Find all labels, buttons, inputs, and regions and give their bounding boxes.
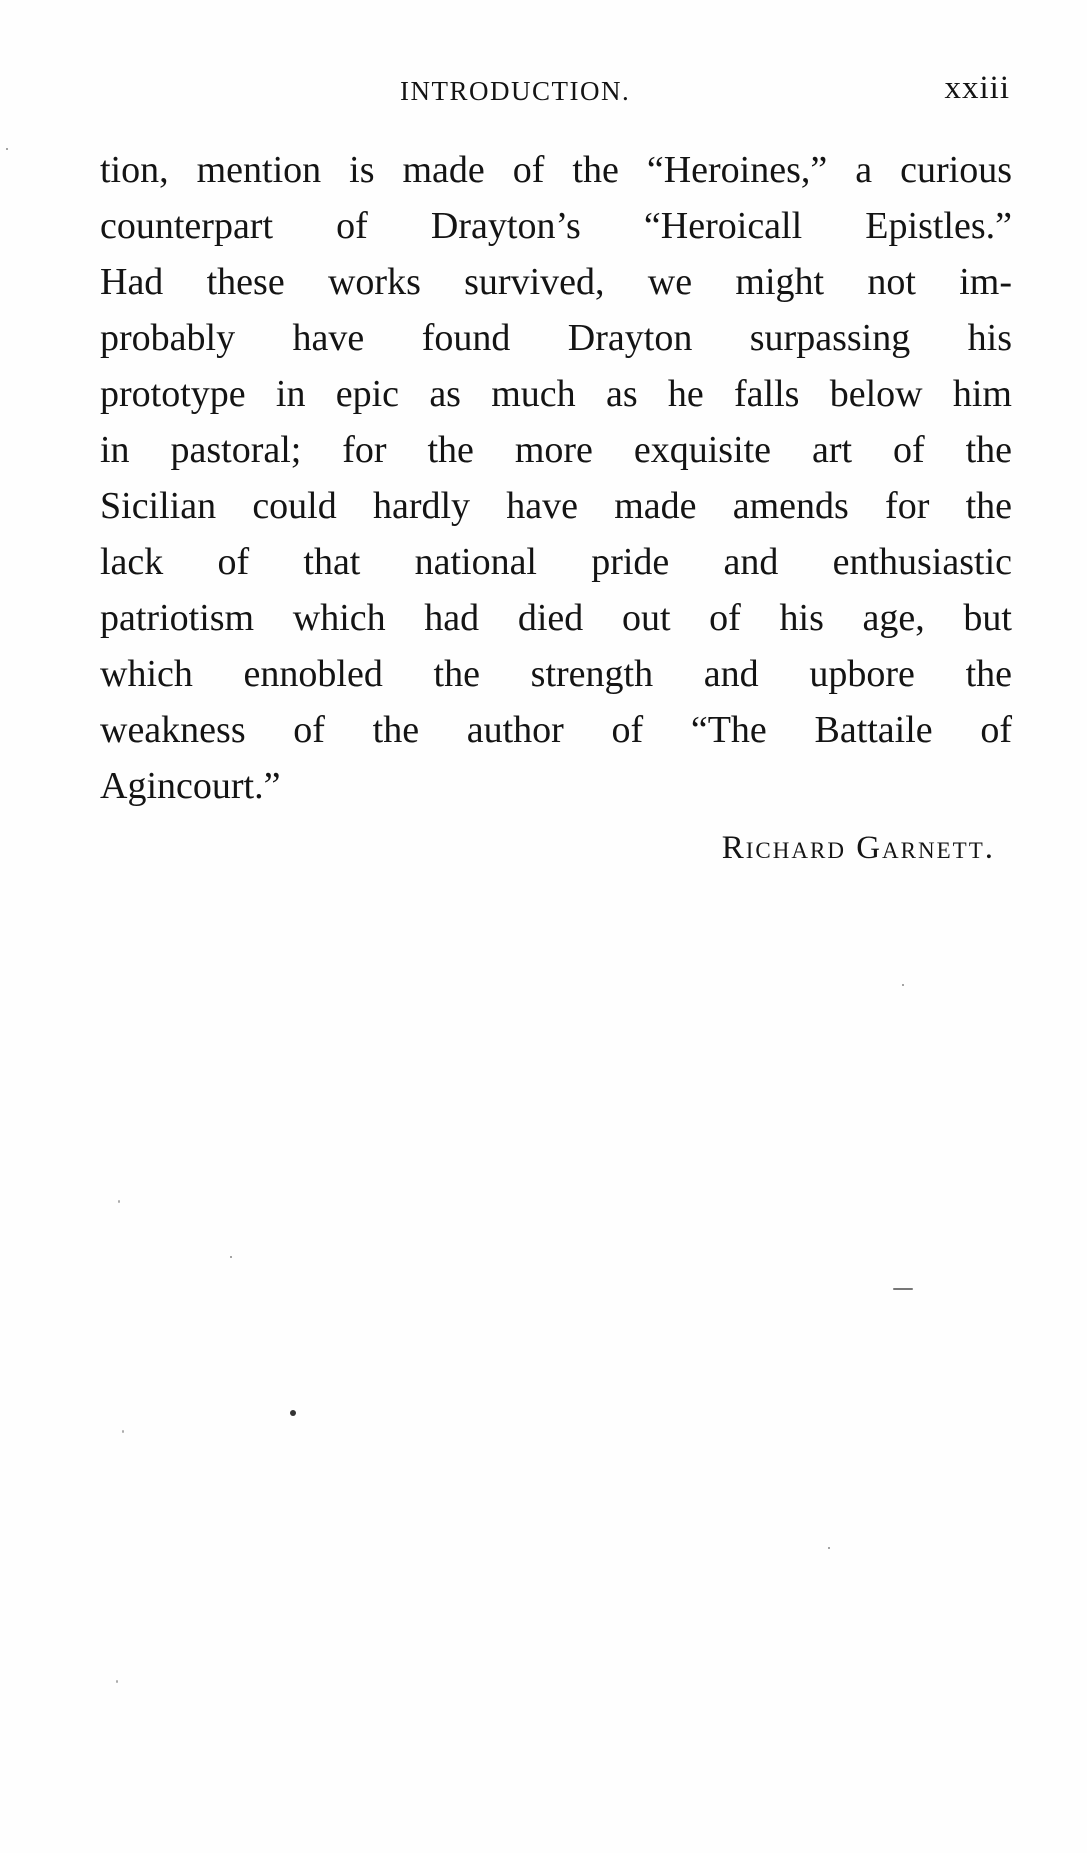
scan-speck xyxy=(116,1680,118,1683)
scan-speck xyxy=(6,148,8,150)
text-line: tion, mention is made of the “Heroines,” a curious xyxy=(100,149,1012,191)
text-line: probably have found Drayton surpassing his xyxy=(100,317,1012,359)
scan-speck xyxy=(902,984,904,986)
scan-speck xyxy=(118,1200,120,1203)
text-line: Sicilian could hardly have made amends for the xyxy=(100,485,1012,527)
text-line: patriotism which had died out of his age, but xyxy=(100,597,1012,639)
running-head xyxy=(100,70,1010,110)
scan-speck xyxy=(122,1430,124,1433)
running-title: INTRODUCTION. xyxy=(400,76,631,106)
text-line: which ennobled the strength and upbore the xyxy=(100,653,1012,695)
text-line: Had these works survived, we might not im- xyxy=(100,261,1012,303)
text-line: in pastoral; for the more exquisite art of the xyxy=(100,429,1012,471)
author-signature: Richard Garnett. xyxy=(721,830,995,866)
scan-speck xyxy=(893,1288,913,1290)
scan-speck xyxy=(290,1410,296,1416)
body-paragraph xyxy=(100,142,1012,814)
text-line: weakness of the author of “The Battaile of xyxy=(100,709,1012,751)
page-number: xxiii xyxy=(944,70,1010,106)
text-line: Agincourt.” xyxy=(100,765,281,807)
text-line: lack of that national pride and enthusiastic xyxy=(100,541,1012,583)
scan-speck xyxy=(230,1256,232,1258)
text-line: counterpart of Drayton’s “Heroicall Epistles.” xyxy=(100,205,1012,247)
scan-speck xyxy=(828,1547,830,1549)
text-line: prototype in epic as much as he falls below him xyxy=(100,373,1012,415)
